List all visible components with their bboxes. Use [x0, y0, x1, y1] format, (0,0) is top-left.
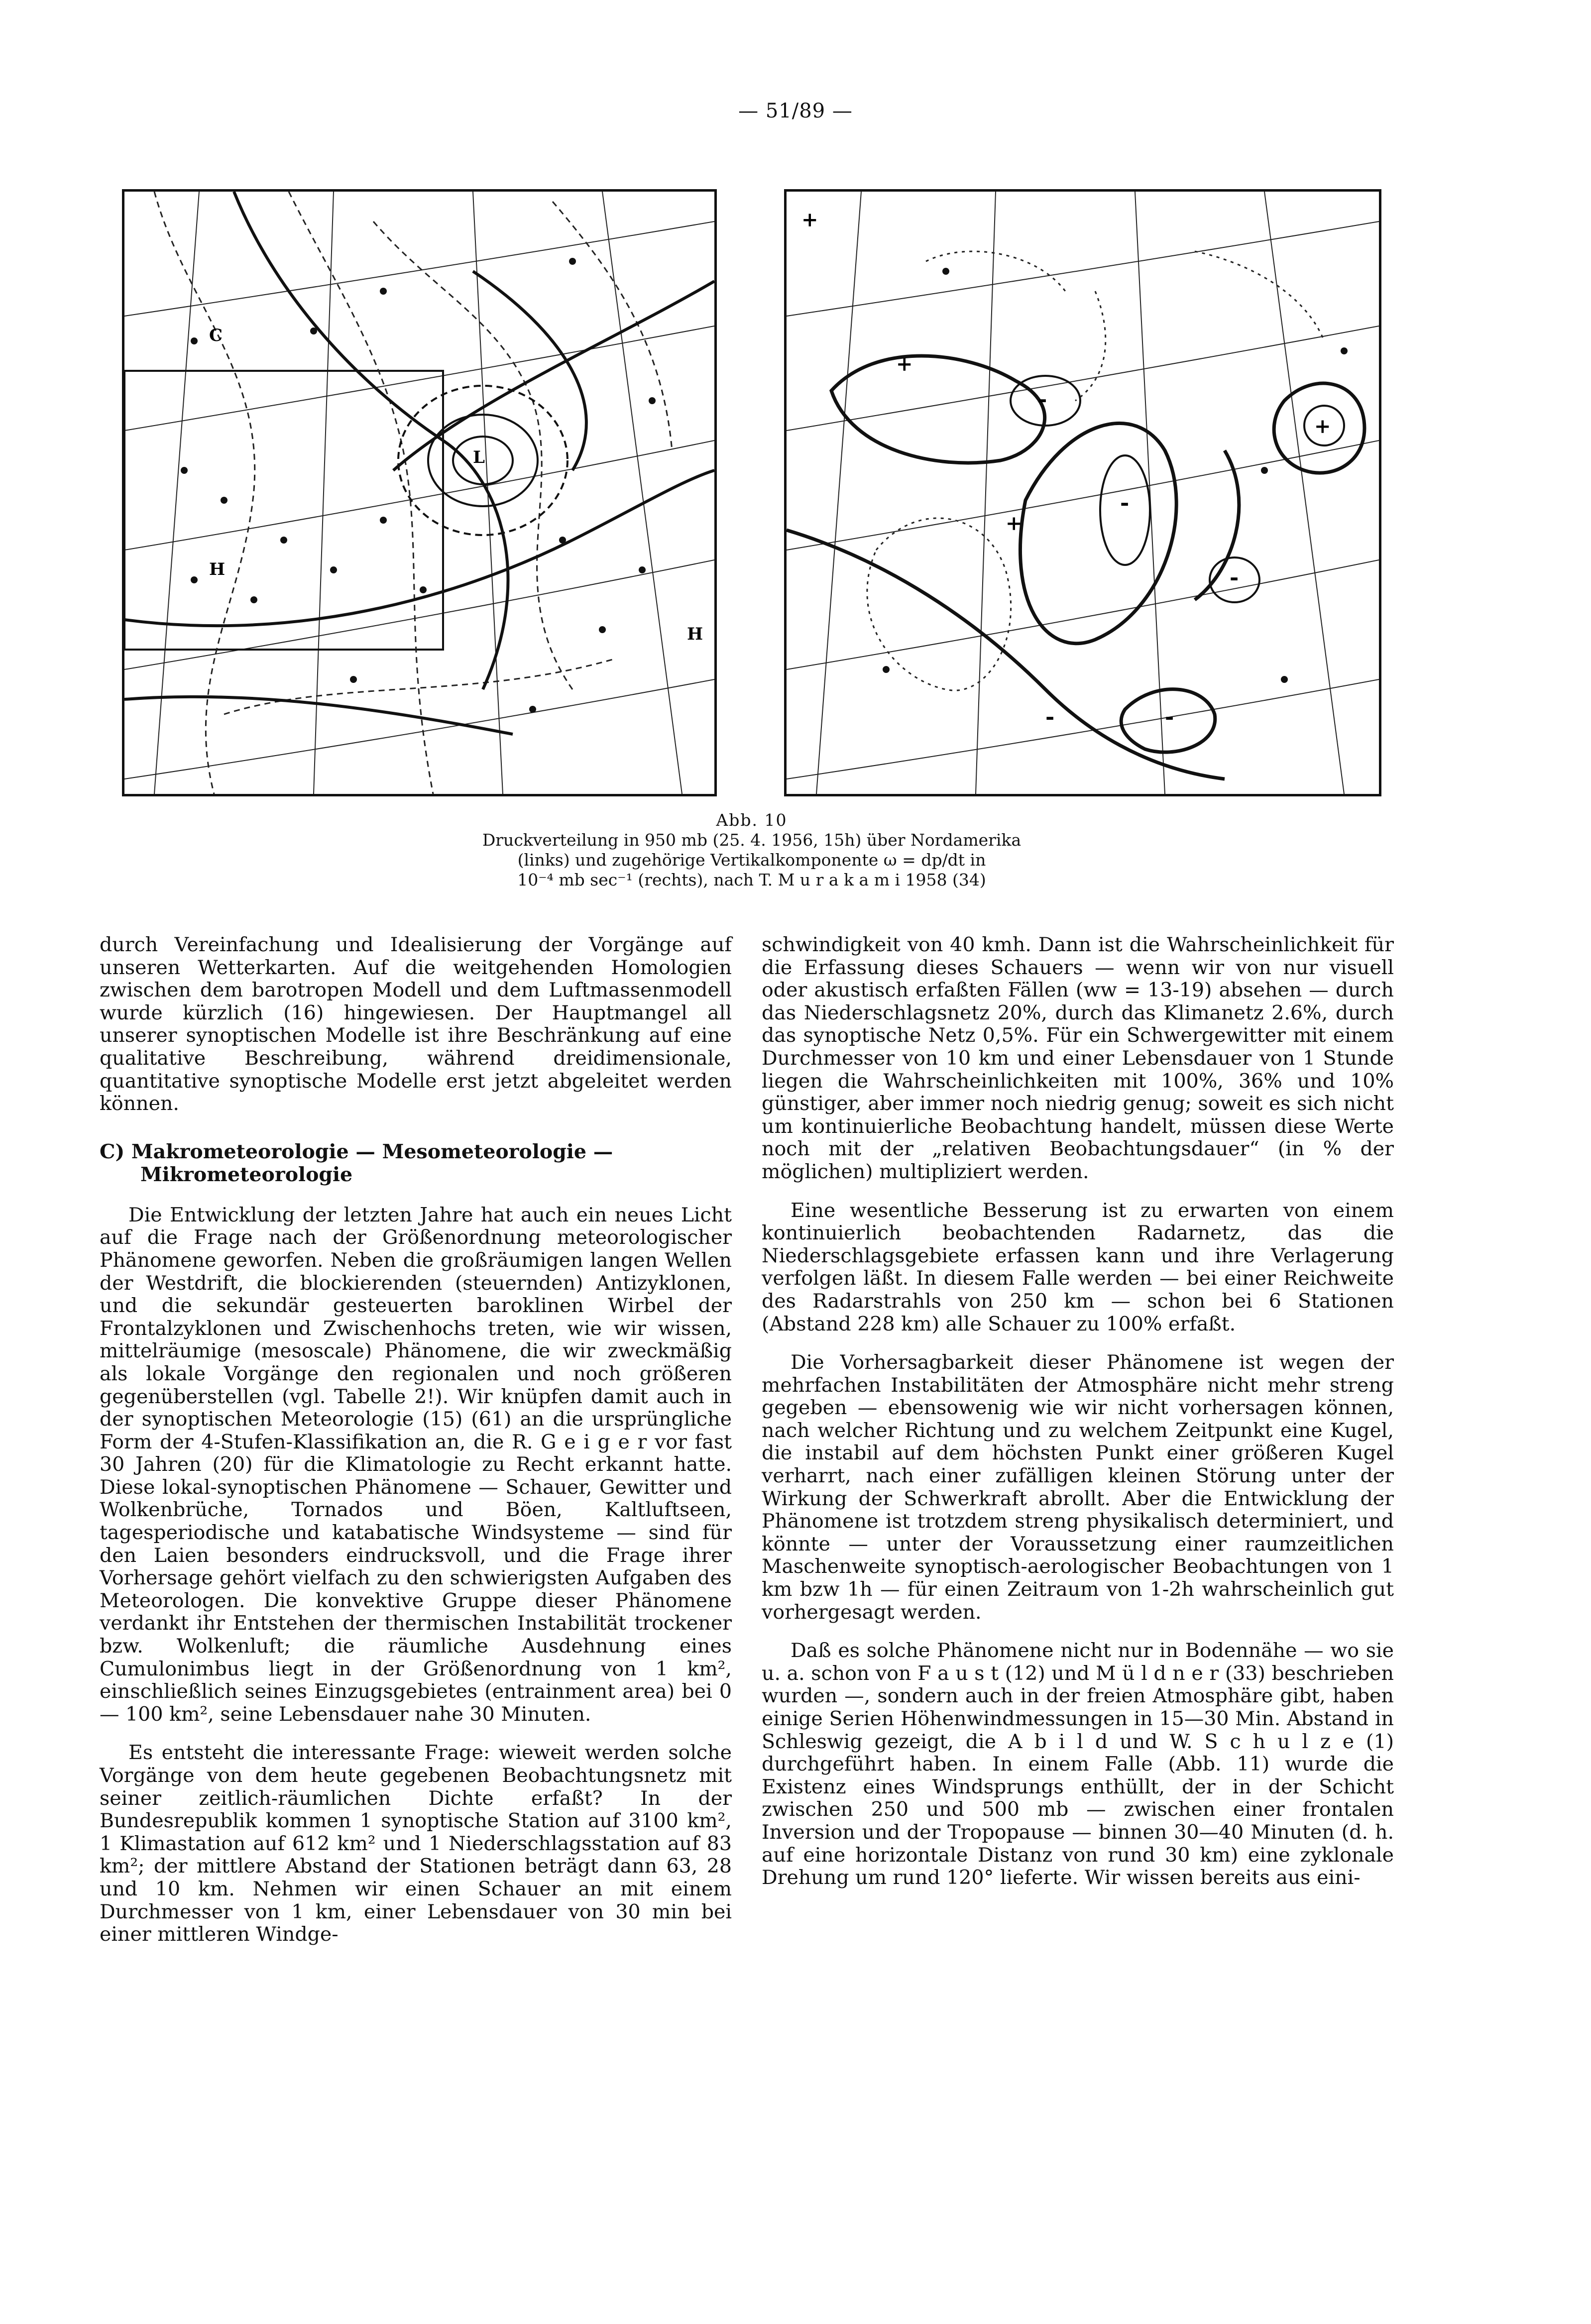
- map-label: L: [473, 447, 485, 467]
- map-label: +: [1314, 415, 1331, 438]
- paragraph: Eine wesentliche Besserung ist zu erwarten von einem kontinuierlich beobachtenden Radarnetz, das die Niederschlagsgebiete erfassen kann und ihre Verlagerung verfolgen läßt. In diesem Falle werden — bei einer Reichweite des Radarstrahls von 250 km — schon bei 6 Stationen (Abstand 228 km) alle Schauer zu 100% erfaßt.: [762, 1199, 1394, 1335]
- pressure-map-graphic: [124, 192, 714, 794]
- map-label: -: [1120, 490, 1130, 516]
- paragraph: Es entsteht die interessante Frage: wieweit werden solche Vorgänge von dem heute gegebenen Beobachtungsnetz mit seiner zeitlich-räumlichen Dichte erfaßt? In der Bundesrepublik kommen 1 synoptische Station auf 3100 km², 1 Klimastation auf 612 km² und 1 Niederschlagsstation auf 83 km²; der mittlere Abstand der Stationen beträgt dann 63, 28 und 10 km. Nehmen wir einen Schauer an mit einem Durchmesser von 1 km, einer Lebensdauer von 30 min bei einer mittleren Windge-: [100, 1741, 732, 1946]
- pressure-map: [122, 189, 717, 796]
- paragraph: Die Entwicklung der letzten Jahre hat auch ein neues Licht auf die Frage nach der Größenordnung meteorologischer Phänomene geworfen. Neben die großräumigen langen Wellen der Westdrift, die blockierenden (steuernden) Antizyklonen, und die sekundär gesteuerten baroklinen Wirbel der Frontalzyklonen und Zwischenhochs treten, wie wir wissen, mittelräumige (mesoscale) Phänomene, die wir zweckmäßig als lokale Vorgänge den regionalen und noch größeren gegenüberstellen (vgl. Tabelle 2!). Wir knüpfen damit auch in der synoptischen Meteorologie (15) (61) an die ursprüngliche Form der 4-Stufen-Klassifikation an, die R. G e i g e r vor fast 30 Jahren (20) für die Klimatologie zu Recht erkannt hatte. Diese lokal-synoptischen Phänomene — Schauer, Gewitter und Wolkenbrüche, Tornados und Böen, Kaltluftseen, tagesperiodische und katabatische Windsysteme — sind für den Laien besonders eindrucksvoll, und die Frage ihrer Vorhersage gehört vielfach zu den schwierigsten Aufgaben des Meteorologen. Die konvektive Gruppe dieser Phänomene verdankt ihr Entstehen der thermischen Instabilität trockener bzw. Wolkenluft; die räumliche Ausdehnung eines Cumulonimbus liegt in der Größenordnung von 1 km², einschließlich seines Einzugsgebietes (entrainment area) bei 0 — 100 km², seine Lebensdauer nahe 30 Minuten.: [100, 1203, 732, 1726]
- paragraph: Die Vorhersagbarkeit dieser Phänomene ist wegen der mehrfachen Instabilitäten der Atmosphäre nicht mehr streng gegeben — ebensowenig wie wir nicht vorhersagen können, nach welcher Richtung und zu welchem Zeitpunkt eine Kugel, die instabil auf dem höchsten Punkt einer größeren Kugel verharrt, nach einer zufälligen kleinen Störung unter der Wirkung der Schwerkraft abrollt. Aber die Entwicklung der Phänomene ist trotzdem streng physikalisch determiniert, und könnte — unter der Voraussetzung einer raumzeitlichen Maschenweite synoptisch-aerologischer Beobachtungen von 1 km bzw 1h — für einen Zeitraum von 1-2h wahrscheinlich gut vorhergesagt werden.: [762, 1351, 1394, 1624]
- paragraph: schwindigkeit von 40 kmh. Dann ist die Wahrscheinlichkeit für die Erfassung dieses Schauers — wenn wir von nur visuell oder akustisch erfaßten Fällen (ww = 13-19) absehen — durch das Niederschlagsnetz 20%, durch das Klimanetz 2.6%, durch das synoptische Netz 0,5%. Für ein Schwergewitter mit einem Durchmesser von 10 km und einer Lebensdauer von 1 Stunde liegen die Wahrscheinlichkeiten mit 100%, 36% und 10% günstiger, aber immer noch niedrig genug; soweit es sich nicht um kontinuierliche Beobachtung handelt, müssen diese Werte noch mit der „relativen Beobachtungsdauer“ (in % der möglichen) multipliziert werden.: [762, 933, 1394, 1183]
- map-label: -: [1230, 565, 1239, 590]
- figure-label: Abb. 10: [716, 810, 788, 830]
- section-heading-line: C) Makrometeorologie — Mesometeorologie —: [100, 1140, 613, 1163]
- map-label: C: [209, 326, 223, 345]
- caption-line: 10⁻⁴ mb sec⁻¹ (rechts), nach T. M u r a k a m i 1958 (34): [517, 870, 986, 889]
- page-number: — 51/89 —: [738, 100, 853, 122]
- map-label: -: [1165, 704, 1174, 730]
- paragraph: Daß es solche Phänomene nicht nur in Bodennähe — wo sie u. a. schon von F a u s t (12) und M ü l d n e r (33) beschrieben wurden —, sondern auch in der freien Atmosphäre gibt, haben einige Serien Höhenwindmessungen in 15—30 Min. Abstand in Schleswig gezeigt, die A b i l d und W. S c h u l z e (1) durchgeführt haben. In einem Falle (Abb. 11) wurde die Existenz eines Windsprungs enthüllt, der in der Schicht zwischen 250 und 500 mb — zwischen einer frontalen Inversion und der Tropopause — binnen 30—40 Minuten (d. h. auf eine horizontale Distanz von rund 30 km) eine zyklonale Drehung um rund 120° lieferte. Wir wissen bereits aus eini-: [762, 1639, 1394, 1889]
- left-column: [100, 934, 732, 1962]
- caption-line: Druckverteilung in 950 mb (25. 4. 1956, 15h) über Nordamerika: [482, 830, 1022, 850]
- right-column: [762, 934, 1394, 1905]
- map-label: +: [1006, 512, 1023, 535]
- paragraph: durch Vereinfachung und Idealisierung der Vorgänge auf unseren Wetterkarten. Auf die weitgehenden Homologien zwischen dem barotropen Modell und dem Luftmassenmodell wurde kürzlich (16) hingewiesen. Der Hauptmangel all unserer synoptischen Modelle ist ihre Beschränkung auf eine qualitative Beschreibung, während dreidimensionale, quantitative synoptische Modelle erst jetzt abgeleitet werden können.: [100, 933, 732, 1115]
- map-label: +: [896, 352, 913, 376]
- map-label: H: [687, 624, 703, 644]
- section-heading-line: Mikrometeorologie: [140, 1163, 353, 1186]
- map-label: +: [801, 208, 818, 231]
- vertical-velocity-map-graphic: [787, 192, 1379, 794]
- caption-line: (links) und zugehörige Vertikalkomponente ω = dp/dt in: [517, 850, 986, 870]
- section-heading: [100, 1140, 732, 1186]
- map-label: -: [1045, 704, 1055, 730]
- map-label: -: [1038, 387, 1047, 412]
- map-label: H: [209, 559, 226, 579]
- vertical-velocity-map: [784, 189, 1381, 796]
- figure-caption: [299, 810, 1205, 890]
